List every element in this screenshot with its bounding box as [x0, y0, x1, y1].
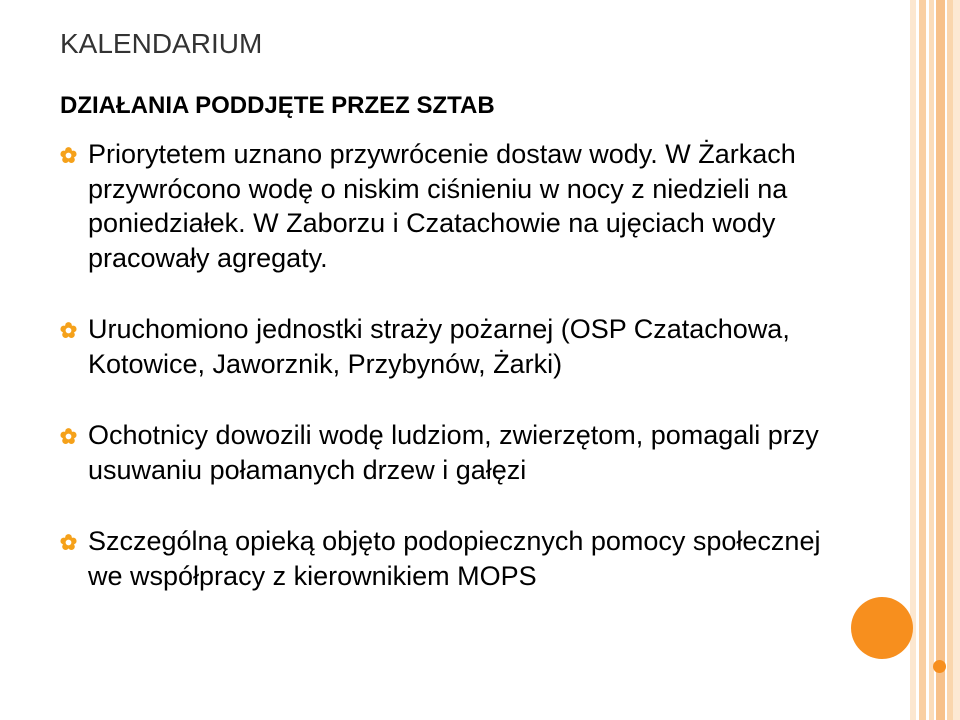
- slide-title: KALENDARIUM: [60, 28, 263, 59]
- decorative-circle-small: [933, 660, 946, 673]
- stripe: [919, 0, 926, 720]
- slide-subtitle: DZIAŁANIA PODDJĘTE PRZEZ SZTAB: [60, 92, 495, 119]
- bullet-list: [60, 137, 840, 630]
- flower-bullet-icon: [60, 322, 77, 339]
- bullet-text: Uruchomiono jednostki straży pożarnej (OSP Czatachowa, Kotowice, Jaworznik, Przybynów, Żarki): [88, 314, 790, 379]
- flower-bullet-icon: [60, 428, 77, 445]
- decorative-stripes: [910, 0, 960, 720]
- bullet-text: Szczególną opieką objęto podopiecznych pomocy społecznej we współpracy z kierownikiem MOPS: [88, 526, 821, 591]
- stripe: [936, 0, 945, 720]
- bullet-item: [60, 137, 840, 275]
- bullet-item: [60, 524, 840, 593]
- flower-bullet-icon: [60, 534, 77, 551]
- bullet-text: Ochotnicy dowozili wodę ludziom, zwierzętom, pomagali przy usuwaniu połamanych drzew i gałęzi: [88, 420, 819, 485]
- bullet-item: [60, 418, 840, 487]
- stripe: [953, 0, 960, 720]
- bullet-text: Priorytetem uznano przywrócenie dostaw wody. W Żarkach przywrócono wodę o niskim ciśnieniu w nocy z niedzieli na poniedziałek. W Zaborzu i Czatachowie na ujęciach wody pracowały agregaty.: [88, 139, 796, 273]
- flower-bullet-icon: [60, 147, 77, 164]
- decorative-circle-large: [851, 597, 913, 659]
- bullet-item: [60, 312, 840, 381]
